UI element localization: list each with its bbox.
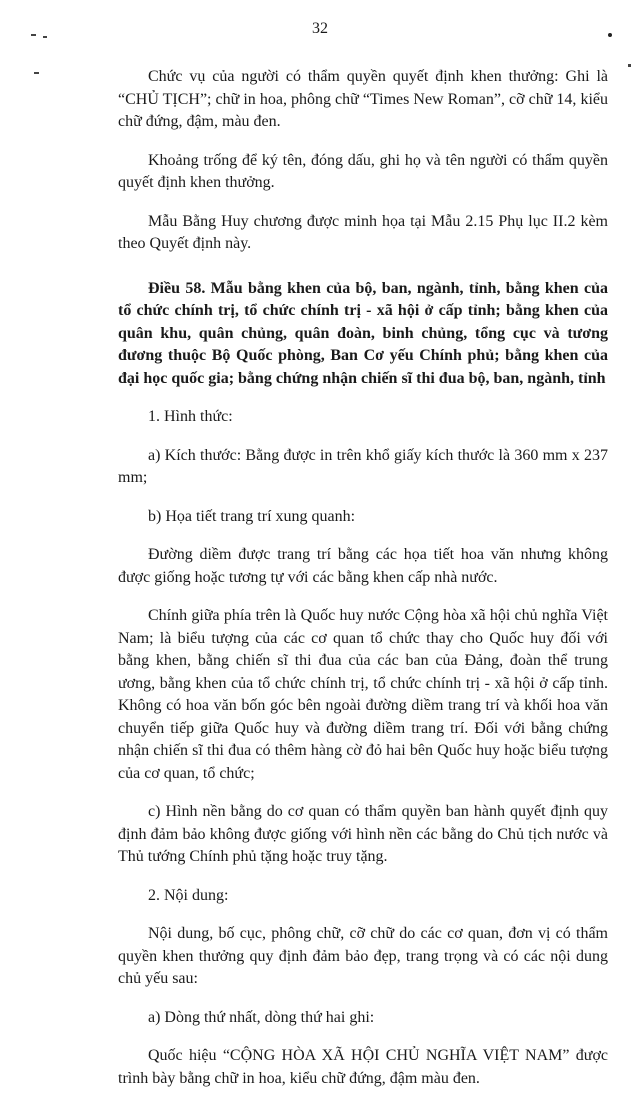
document-body [118,66,608,1106]
paragraph: Quốc hiệu “CỘNG HÒA XÃ HỘI CHỦ NGHĨA VIỆT NAM” được trình bày bằng chữ in hoa, kiểu chữ đứng, đậm màu đen. [118,1047,608,1087]
scan-speck [31,34,36,36]
paragraph: Chính giữa phía trên là Quốc huy nước Cộng hòa xã hội chủ nghĩa Việt Nam; là biểu tượng của các cơ quan tổ chức thay cho Quốc huy đối với bằng khen, bằng chiến sĩ thi đua của các ban của Đảng, đoàn thể trung ương, bằng khen của tổ chức chính trị, tổ chức chính trị - xã hội ở cấp tỉnh. Không có hoa văn bốn góc bên ngoài đường diềm trang trí và khối hoa văn chuyển tiếp giữa Quốc huy và đường diềm trang trí. Đối với bằng chứng nhận chiến sĩ thi đua có thêm hàng cờ đỏ hai bên Quốc huy hoặc biểu tượng của cơ quan, tổ chức; [118,607,608,782]
scan-speck [43,36,47,38]
paragraph: Đường diềm được trang trí bằng các họa tiết hoa văn nhưng không được giống hoặc tương tự với các bằng khen cấp nhà nước. [118,546,608,586]
paragraph: Chức vụ của người có thẩm quyền quyết định khen thưởng: Ghi là “CHỦ TỊCH”; chữ in hoa, phông chữ “Times New Roman”, cỡ chữ 14, kiểu chữ đứng, đậm, màu đen. [118,68,608,130]
paragraph: a) Kích thước: Bằng được in trên khổ giấy kích thước là 360 mm x 237 mm; [118,446,608,486]
paragraph: a) Dòng thứ nhất, dòng thứ hai ghi: [148,1008,375,1026]
scan-speck [608,33,612,37]
section-heading: 2. Nội dung: [148,886,229,904]
page-number: 32 [312,20,328,37]
scan-speck [34,72,39,74]
paragraph: Mẫu Bằng Huy chương được minh họa tại Mẫu 2.15 Phụ lục II.2 kèm theo Quyết định này. [118,212,608,252]
paragraph: c) Hình nền bằng do cơ quan có thẩm quyền ban hành quyết định quy định đảm bảo không được giống với hình nền các bằng do Chủ tịch nước và Thủ tướng Chính phủ tặng hoặc truy tặng. [118,803,608,865]
paragraph: Khoảng trống để ký tên, đóng dấu, ghi họ và tên người có thẩm quyền quyết định khen thưởng. [118,151,608,191]
scan-speck [628,64,631,67]
paragraph: Nội dung, bố cục, phông chữ, cỡ chữ do các cơ quan, đơn vị có thẩm quyền khen thưởng quy định đảm bảo đẹp, trang trọng và có các nội dung chủ yếu sau: [118,925,608,987]
paragraph: b) Họa tiết trang trí xung quanh: [148,507,356,525]
section-heading: 1. Hình thức: [148,408,233,425]
article-heading: Điều 58. Mẫu bằng khen của bộ, ban, ngành, tỉnh, bằng khen của tổ chức chính trị, tổ chức chính trị - xã hội ở cấp tỉnh; bằng khen của quân khu, quân chủng, quân đoàn, binh chủng, tổng cục và tương đương thuộc Bộ Quốc phòng, Ban Cơ yếu Chính phủ; bằng khen của đại học quốc gia; bằng chứng nhận chiến sĩ thi đua bộ, ban, ngành, tỉnh [118,279,608,387]
